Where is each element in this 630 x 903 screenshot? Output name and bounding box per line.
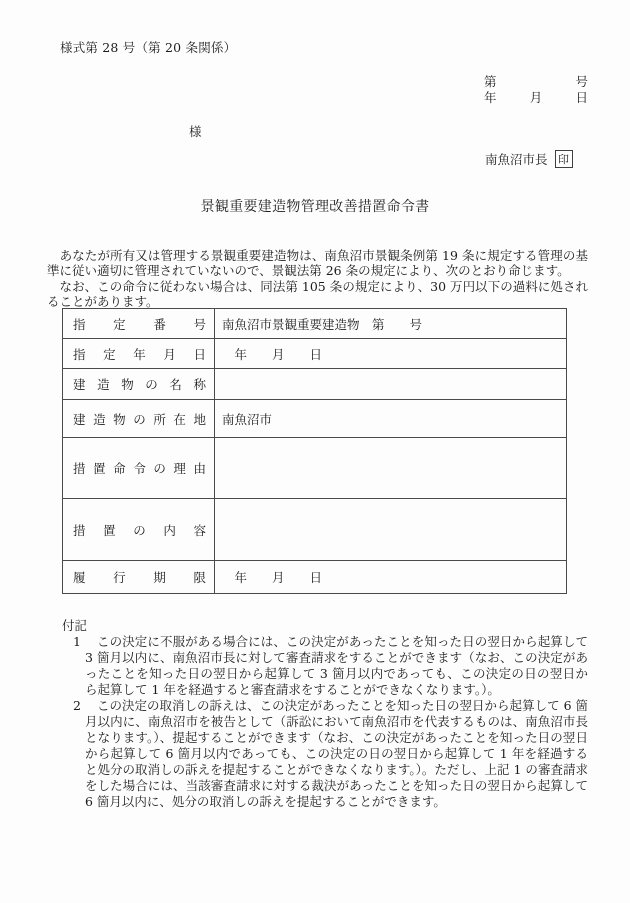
- field-value: 年 月 日: [215, 561, 567, 594]
- table-row: [63, 400, 567, 438]
- field-value: [215, 438, 567, 499]
- table-row: [63, 309, 567, 339]
- body-paragraph-2: なお、この命令に従わない場合は、同法第 105 条の規定により、30 万円以下の過料に処されることがあります。: [47, 278, 588, 309]
- table-row: [63, 561, 567, 594]
- body-text: [47, 248, 588, 309]
- issuer-name: 南魚沼市長: [485, 152, 548, 167]
- appendix-item: [47, 698, 588, 810]
- date-year-label: 年: [484, 90, 497, 105]
- issuer-line: [485, 150, 573, 168]
- date-day-label: 日: [575, 90, 588, 105]
- table-row: [63, 339, 567, 369]
- document-number-line: [484, 74, 588, 90]
- addressee-honorific: 様: [189, 124, 202, 139]
- date-month-label: 月: [529, 90, 543, 105]
- document-number-date: [484, 74, 588, 106]
- doc-number-suffix: 号: [575, 74, 588, 89]
- seal-placeholder-box: 印: [555, 150, 573, 168]
- appendix-item-text: この決定の取消しの訴えは、この決定があったことを知った日の翌日から起算して 6 箇月以内に、南魚沼市を被告として（訴訟において南魚沼市を代表するものは、南魚沼市長となります。）、提起することができます（なお、この決定があったことを知った日の翌日から起算して 6 箇月以内であっても、この決定の日の翌日から起算して 1 年を経過すると処分の取消しの訴えを提起することができなくなります。）。ただし、上記 1 の審査請求をした場合には、当該審査請求に対する裁決があったことを知った日の翌日から起算して 6 箇月以内に、処分の取消しの訴えを提起することができます。: [85, 698, 588, 809]
- table-row: [63, 369, 567, 400]
- body-paragraph-1: あなたが所有又は管理する景観重要建造物は、南魚沼市景観条例第 19 条に規定する管理の基準に従い適切に管理されていないので、景観法第 26 条の規定により、次のとおり命じます。: [47, 248, 588, 279]
- appendix-item-number: 1: [73, 634, 81, 649]
- field-value: 南魚沼市景観重要建造物 第 号: [215, 309, 567, 339]
- form-number: 様式第 28 号（第 20 条関係）: [60, 40, 237, 55]
- field-value: 年 月 日: [215, 339, 567, 369]
- appendix-item-number: 2: [73, 698, 81, 713]
- appendix-item: [47, 634, 588, 698]
- document-title: 景観重要建造物管理改善措置命令書: [200, 199, 430, 215]
- field-label: 措置の内容: [63, 499, 215, 561]
- appendix-section: [47, 618, 588, 810]
- field-label: 建造物の名称: [63, 369, 215, 400]
- doc-number-prefix: 第: [484, 74, 497, 89]
- document-date-line: [484, 90, 588, 106]
- field-value: [215, 499, 567, 561]
- order-details-table: [62, 308, 567, 594]
- appendix-heading: 付記: [62, 618, 88, 633]
- field-label: 建造物の所在地: [63, 400, 215, 438]
- field-label: 指定番号: [63, 309, 215, 339]
- table-row: [63, 438, 567, 499]
- field-label: 措置命令の理由: [63, 438, 215, 499]
- table-row: [63, 499, 567, 561]
- field-label: 指定年月日: [63, 339, 215, 369]
- appendix-item-text: この決定に不服がある場合には、この決定があったことを知った日の翌日から起算して 3 箇月以内に、南魚沼市長に対して審査請求をすることができます（なお、この決定があったことを知った日の翌日から起算して 3 箇月以内であっても、この決定の日の翌日から起算して 1 年を経過すると審査請求をすることができなくなります。）。: [85, 634, 588, 697]
- field-label: 履行期限: [63, 561, 215, 594]
- field-value: 南魚沼市: [215, 400, 567, 438]
- field-value: [215, 369, 567, 400]
